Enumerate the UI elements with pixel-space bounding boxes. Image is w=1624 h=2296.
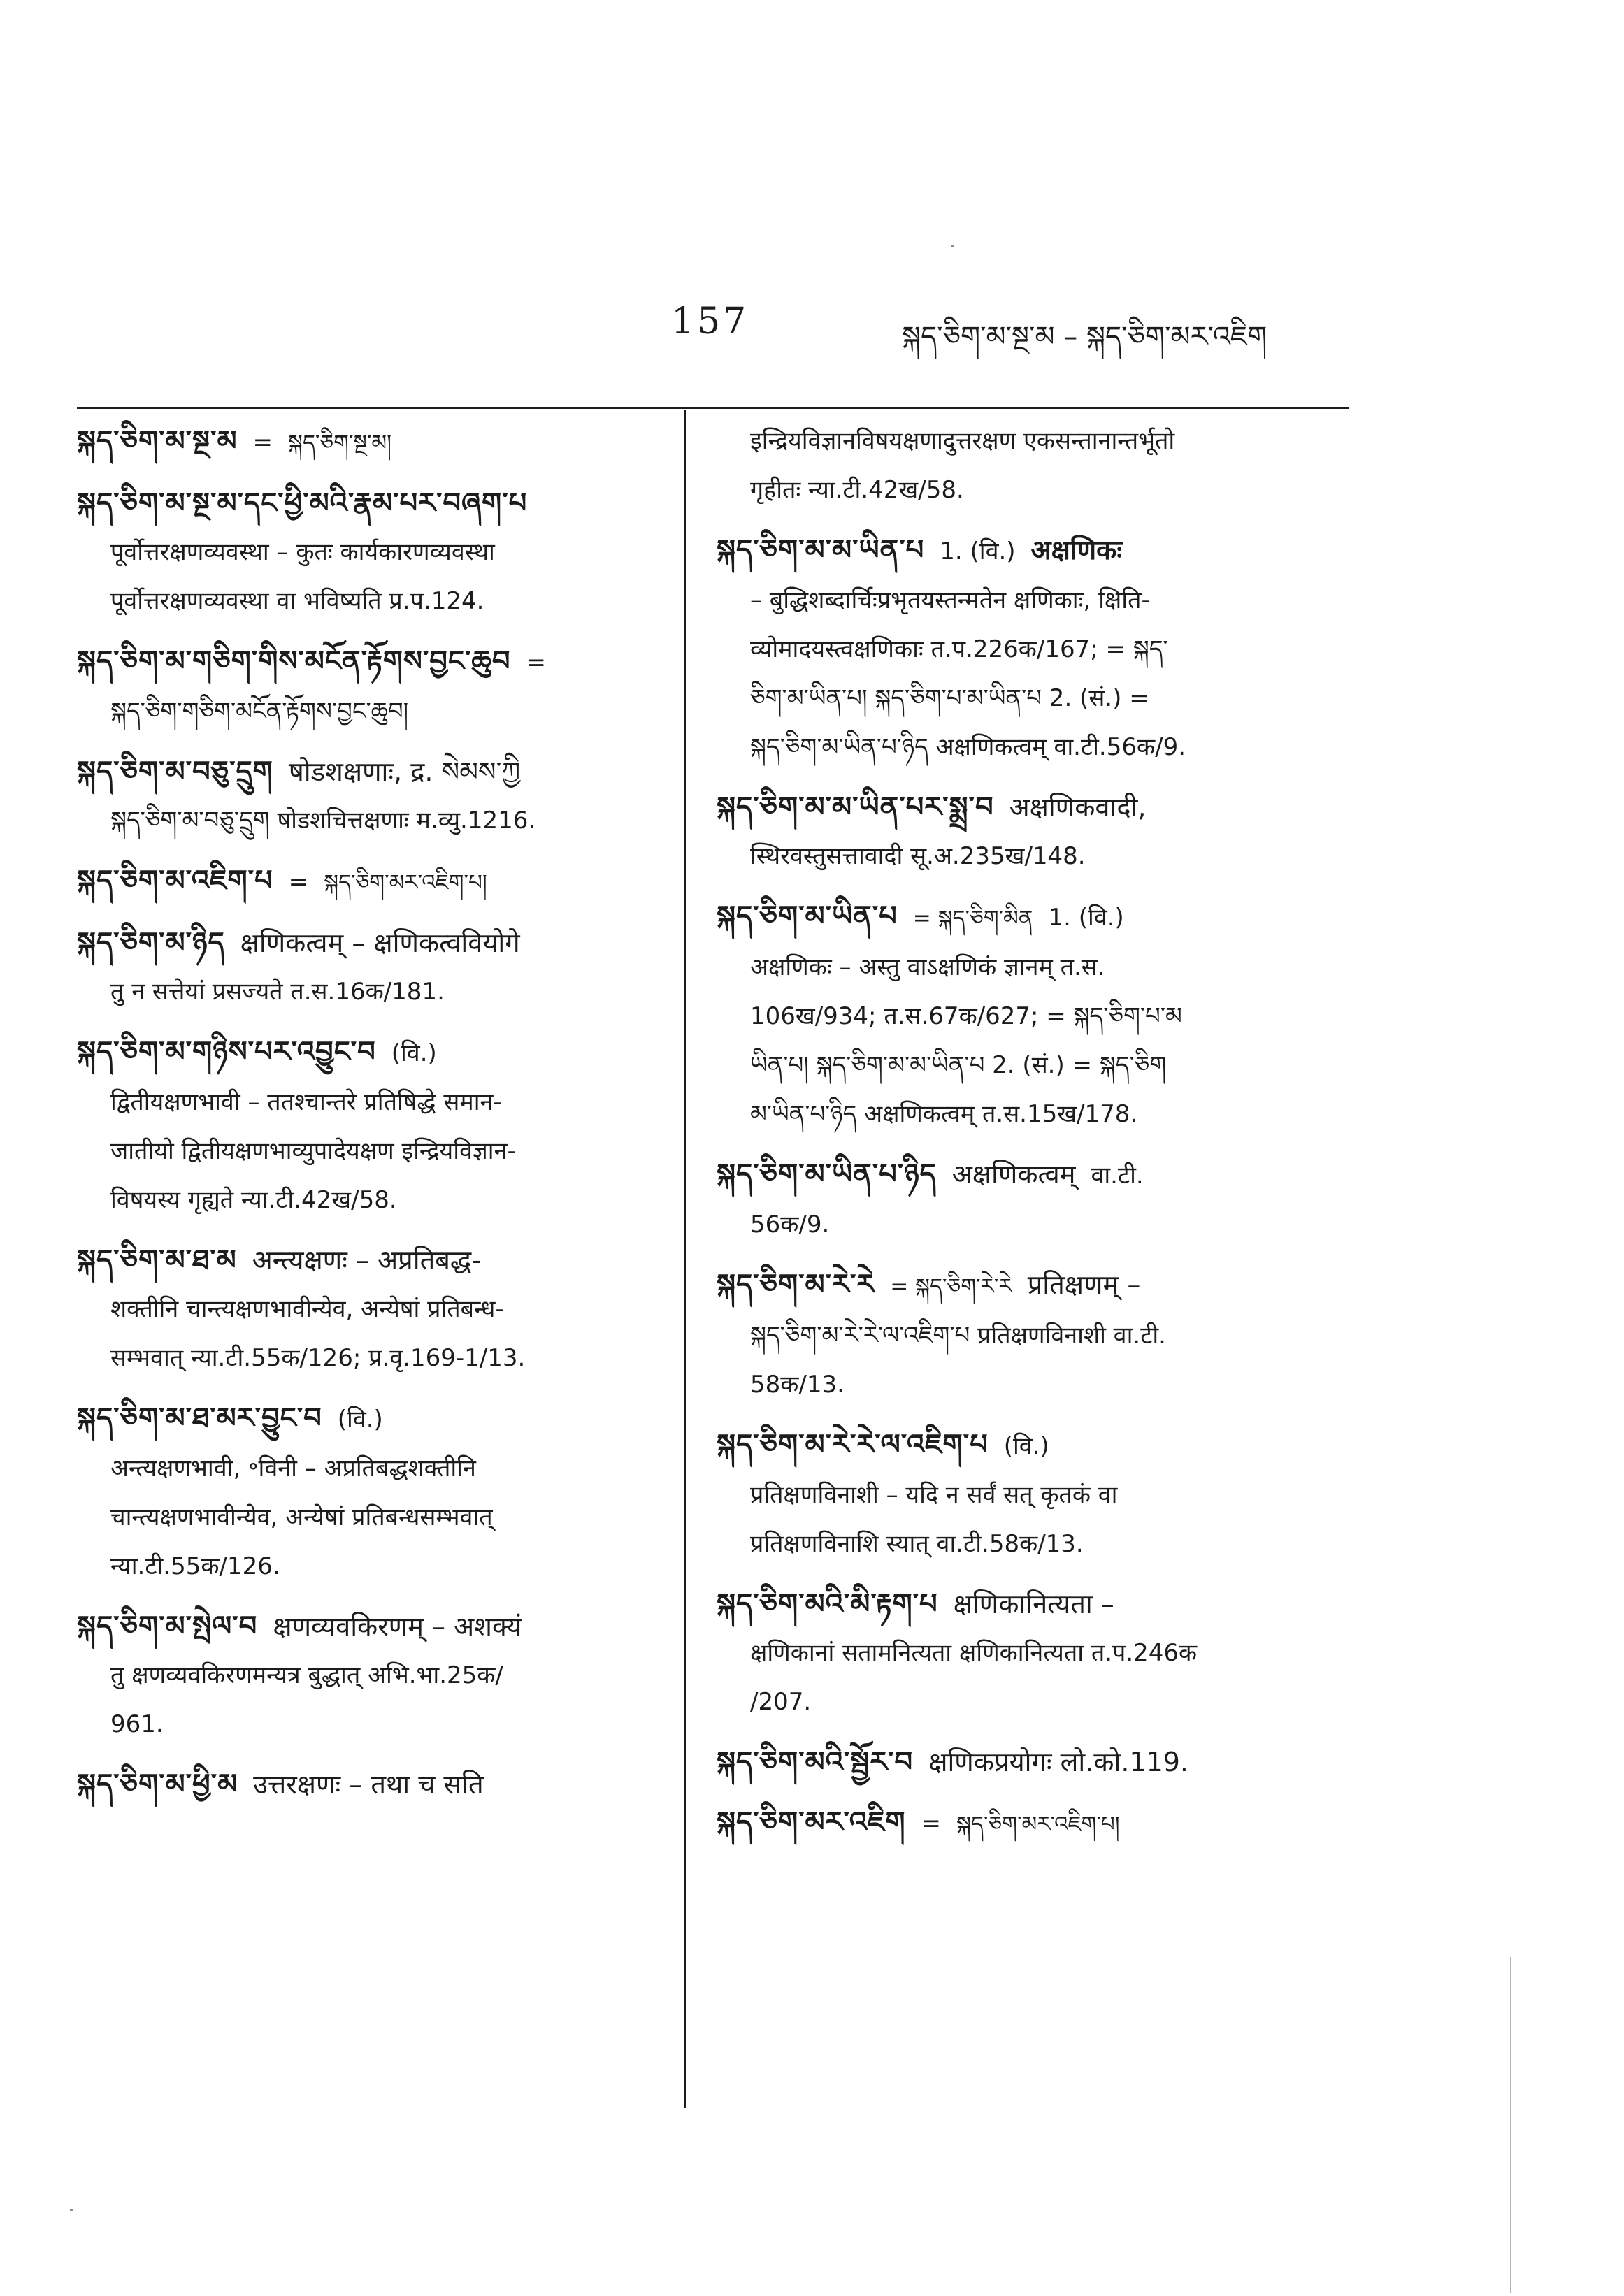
sanskrit-gloss: क्षणिकत्वम् – क्षणिकत्ववियोगे: [240, 927, 520, 958]
definition-line: 961.: [110, 1710, 164, 1738]
headword: སྐད་ཅིག་མ་ཐ་མར་བྱུང་བ: [77, 1402, 322, 1434]
headword: སྐད་ཅིག་མ་ཉིད: [77, 927, 225, 959]
headword: སྐད་ཅིག་མའི་སྦྱོར་བ: [717, 1746, 914, 1778]
sanskrit-gloss: उत्तरक्षणः – तथा च सति: [253, 1769, 484, 1800]
scan-speck: [70, 2209, 73, 2211]
sanskrit-gloss: अक्षणिकवादी,: [1009, 792, 1147, 823]
headword: སྐད་ཅིག་མ་སྤེལ་བ: [77, 1610, 258, 1642]
dictionary-entry: [717, 1260, 1332, 1409]
definition-line: विषयस्य गृह्यते न्या.टी.42ख/58.: [110, 1186, 397, 1214]
dictionary-entry: [717, 1738, 1332, 1786]
sanskrit-gloss: षोडशक्षणाः, द्र. སེམས་ཀྱི: [288, 756, 521, 787]
definition-line: – बुद्धिशब्दार्चिःप्रभृतयस्तन्मतेन क्षणिकाः, क्षिति-: [750, 586, 1150, 614]
scan-speck: [951, 245, 954, 247]
grammar-tag: 1. (वि.): [940, 537, 1016, 565]
sanskrit-gloss: अक्षणिकः: [1030, 535, 1123, 565]
headword: སྐད་ཅིག་མར་འཇིག: [717, 1806, 906, 1838]
sanskrit-gloss: प्रतिक्षणम् –: [1027, 1269, 1141, 1300]
cross-reference: སྐད་ཅིག་མར་འཇིག་པ།: [324, 870, 487, 895]
headword: སྐད་ཅིག་མ་གཉིས་པར་འབྱུང་བ: [77, 1036, 376, 1068]
sanskrit-gloss: अक्षणिकत्वम्: [951, 1159, 1076, 1190]
page-header: [0, 301, 1624, 356]
headword: སྐད་ཅིག་མ་སྔ་མ་དང་ཕྱི་མའི་རྣམ་པར་བཞག་པ: [77, 487, 528, 519]
definition-line: गृहीतः न्या.टी.42ख/58.: [750, 476, 964, 504]
definition-line: སྐད་ཅིག་མ་བཅུ་དྲུག षोडशचित्तक्षणाः म.व्यु.1216.: [110, 807, 536, 835]
headword: སྐད་ཅིག་མ་བཅུ་དྲུག: [77, 756, 273, 788]
cross-reference: = སྐད་ཅིག་རེ་རེ: [890, 1274, 1012, 1299]
definition-line: ཡིན་པ། སྐད་ཅིག་མ་མ་ཡིན་པ 2. (सं.) = སྐད་ཅིག: [750, 1051, 1167, 1079]
headword: སྐད་ཅིག་མའི་མི་རྟག་པ: [717, 1588, 938, 1620]
dictionary-entry: [77, 479, 671, 626]
definition-line: इन्द्रियविज्ञानविषयक्षणादुत्तरक्षण एकसन्तानान्तर्भूतो: [750, 427, 1175, 455]
dictionary-entry: [77, 918, 671, 1016]
definition-line: द्वितीयक्षणभावी – ततश्चान्तरे प्रतिषिद्धे समान-: [110, 1088, 502, 1116]
equals-sign: =: [921, 1810, 942, 1837]
dictionary-entry: [77, 637, 671, 736]
grammar-tag: 1. (वि.): [1048, 904, 1124, 932]
scan-margin-line: [1510, 1957, 1511, 2293]
headword: སྐད་ཅིག་མ་མ་ཡིན་པ: [717, 534, 925, 566]
dictionary-entry: [717, 1150, 1332, 1249]
cross-reference: སྐད་ཅིག་མར་འཇིག་པ།: [956, 1812, 1120, 1837]
running-head: སྐད་ཅིག་མ་སྔ་མ – སྐད་ཅིག་མར་འཇིག: [902, 321, 1267, 353]
definition-line: चान्त्यक्षणभावीन्येव, अन्येषां प्रतिबन्धसम्भवात्: [110, 1503, 493, 1531]
dictionary-entry: [717, 783, 1332, 881]
dictionary-entry: [77, 1394, 671, 1591]
dictionary-entry: [717, 526, 1332, 772]
headword: སྐད་ཅིག་མ་འཇིག་པ: [77, 865, 273, 897]
definition-line: तु क्षणव्यवकिरणमन्यत्र बुद्धात् अभि.भा.25क/: [110, 1661, 503, 1689]
dictionary-entry: [77, 1602, 671, 1749]
sanskrit-gloss: क्षणिकानित्यता –: [953, 1589, 1114, 1619]
right-column: [717, 417, 1332, 1860]
definition-line: क्षणिकानां सतामनित्यता क्षणिकानित्यता त.प.246क: [750, 1639, 1198, 1667]
definition-line: སྐད་ཅིག་མ་རེ་རེ་ལ་འཇིག་པ प्रतिक्षणविनाशी वा.टी.: [750, 1322, 1166, 1350]
dictionary-entry: [717, 892, 1332, 1139]
grammar-tag: (वि.): [391, 1039, 437, 1067]
headword: སྐད་ཅིག་མ་ཡིན་པ: [717, 900, 898, 932]
grammar-tag: (वि.): [1003, 1432, 1049, 1460]
sanskrit-gloss: अन्त्यक्षणः – अप्रतिबद्ध-: [252, 1245, 482, 1276]
dictionary-entry: [717, 1420, 1332, 1568]
dictionary-entry: [77, 747, 671, 845]
dictionary-entry: [717, 1580, 1332, 1726]
definition-line: जातीयो द्वितीयक्षणभाव्युपादेयक्षण इन्द्रियविज्ञान-: [110, 1137, 516, 1165]
dictionary-entry: [77, 1027, 671, 1225]
left-column: [77, 417, 671, 1820]
equals-sign: =: [526, 649, 547, 677]
definition-line: अक्षणिकः – अस्तु वाऽक्षणिकं ज्ञानम् त.स.: [750, 953, 1105, 981]
definition-line: /207.: [750, 1688, 812, 1716]
cross-reference: = སྐད་ཅིག་མིན: [912, 906, 1033, 931]
definition-line: न्या.टी.55क/126.: [110, 1552, 280, 1580]
definition-line: 106ख/934; त.स.67क/627; = སྐད་ཅིག་པ་མ: [750, 1002, 1182, 1030]
entry-continuation: [717, 417, 1332, 514]
definition-line: अन्त्यक्षणभावी, ॰विनी – अप्रतिबद्धशक्तीनि: [110, 1454, 476, 1482]
headword: སྐད་ཅིག་མ་ཡིན་པ་ཉིད: [717, 1158, 937, 1190]
definition-line: सम्भवात् न्या.टी.55क/126; प्र.वृ.169-1/13.: [110, 1344, 526, 1372]
headword: སྐད་ཅིག་མ་གཅིག་གིས་མངོན་རྟོགས་བྱང་ཆུབ: [77, 645, 511, 677]
definition-line: प्रतिक्षणविनाशी – यदि न सर्वं सत् कृतकं वा: [750, 1481, 1118, 1509]
column-divider: [684, 410, 686, 2108]
definition-line: तु न सत्तेयां प्रसज्यते त.स.16क/181.: [110, 978, 445, 1006]
headword: སྐད་ཅིག་མ་རེ་རེ: [717, 1269, 875, 1301]
definition-line: 56क/9.: [750, 1211, 830, 1239]
cross-reference: སྐད་ཅིག་སྔ་མ།: [288, 431, 391, 456]
headword: སྐད་ཅིག་མ་མ་ཡིན་པར་སྨྲ་བ: [717, 791, 994, 823]
sanskrit-gloss: क्षणिकप्रयोगः लो.को.119.: [928, 1747, 1189, 1777]
definition-line: पूर्वोत्तरक्षणव्यवस्था – कुतः कार्यकारणव्यवस्था: [110, 538, 495, 566]
dictionary-entry: [77, 1236, 671, 1382]
headword: སྐད་ཅིག་མ་ཕྱི་མ: [77, 1768, 238, 1800]
definition-line: མ་ཡིན་པ་ཉིད अक्षणिकत्वम् त.स.15ख/178.: [750, 1100, 1138, 1128]
dictionary-entry: [77, 1760, 671, 1809]
definition-line: 58क/13.: [750, 1371, 845, 1399]
definition-line: प्रतिक्षणविनाशि स्यात् वा.टी.58क/13.: [750, 1530, 1084, 1558]
definition-line: ཅིག་མ་ཡིན་པ། སྐད་ཅིག་པ་མ་ཡིན་པ 2. (सं.) =: [750, 684, 1149, 712]
definition-line: स्थिरवस्तुसत्तावादी सू.अ.235ख/148.: [750, 842, 1086, 870]
definition-line: शक्तीनि चान्त्यक्षणभावीन्येव, अन्येषां प्रतिबन्ध-: [110, 1295, 504, 1323]
headword: སྐད་ཅིག་མ་རེ་རེ་ལ་འཇིག་པ: [717, 1429, 989, 1461]
grammar-tag: (वि.): [337, 1406, 383, 1434]
headword: སྐད་ཅིག་མ་སྔ་མ: [77, 425, 238, 457]
headword: སྐད་ཅིག་མ་ཐ་མ: [77, 1244, 237, 1276]
definition-line: व्योमादयस्त्वक्षणिकाः त.प.226क/167; = སྐད་: [750, 635, 1168, 663]
dictionary-entry: [77, 417, 671, 468]
dictionary-entry: [77, 856, 671, 907]
definition-line: पूर्वोत्तरक्षणव्यवस्था वा भविष्यति प्र.प.124.: [110, 587, 484, 615]
header-rule: [77, 407, 1349, 409]
definition-line: སྐད་ཅིག་མ་ཡིན་པ་ཉིད अक्षणिकत्वम् वा.टी.56क/9.: [750, 733, 1186, 761]
dictionary-entry: [717, 1798, 1332, 1849]
page-number: 157: [671, 301, 749, 342]
sanskrit-gloss: क्षणव्यवकिरणम् – अशक्यं: [273, 1611, 522, 1642]
equals-sign: =: [288, 868, 309, 896]
cross-reference: སྐད་ཅིག་གཅིག་མངོན་རྟོགས་བྱང་ཆུབ།: [110, 698, 409, 725]
equals-sign: =: [252, 428, 273, 456]
source-reference: वा.टी.: [1091, 1162, 1144, 1190]
